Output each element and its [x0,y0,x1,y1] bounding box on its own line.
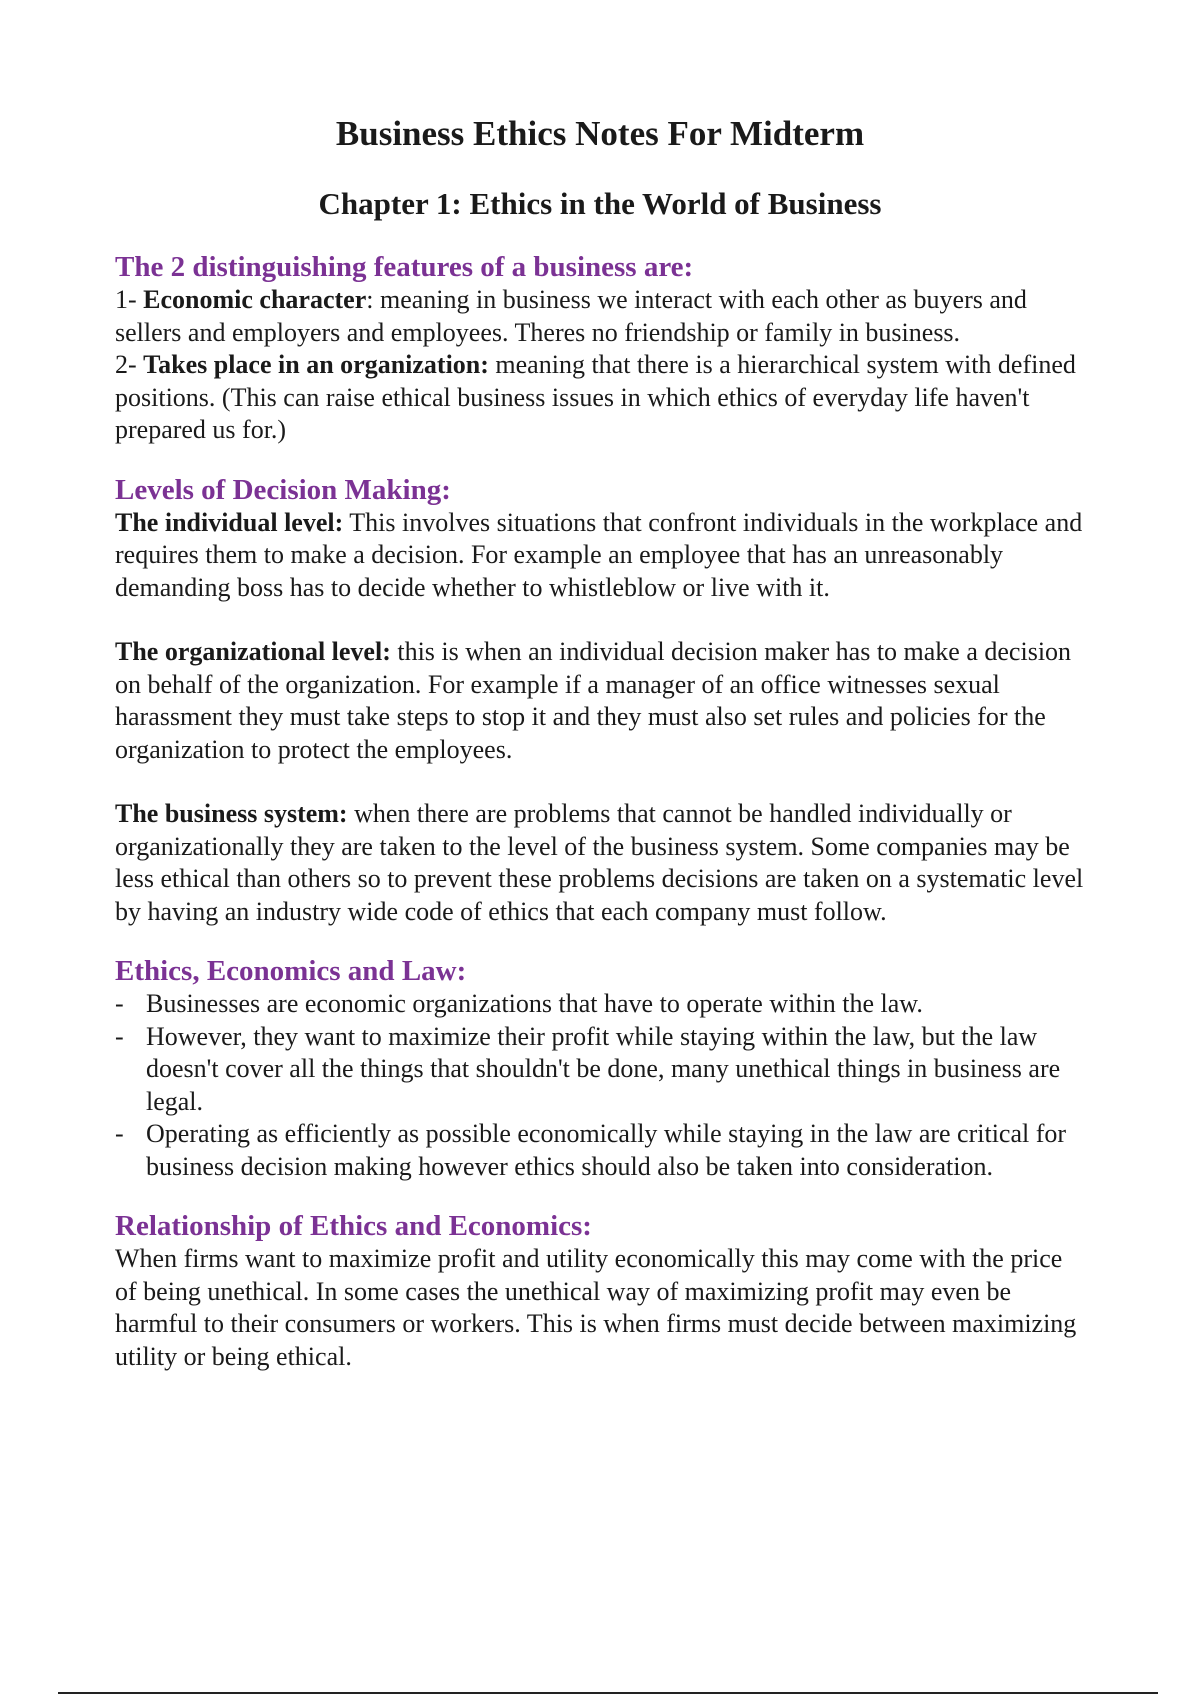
list-item [115,1021,1090,1119]
law-bullet-2: However, they want to maximize their profit while staying within the law, but the law doesn't cover all the things that shouldn't be done, many unethical things in business are legal. [146,1021,1061,1116]
feature-item-2 [115,349,1090,447]
list-item [115,988,1090,1021]
level-system [115,798,1090,928]
level-system-term: The business system: [115,799,348,828]
feature-item-2-prefix: 2- [115,350,144,379]
section-levels [115,473,1090,929]
law-bullet-1: Businesses are economic organizations that have to operate within the law. [146,989,923,1018]
level-individual-text: This involves situations that confront individuals in the workplace and requires them to make a decision. For example an employee that has an unreasonably demanding boss has to decide whether to whistleblow or live with it. [115,507,1083,602]
document-body [115,250,1090,1373]
chapter-title: Chapter 1: Ethics in the World of Business [318,186,882,221]
law-bullet-3: Operating as efficiently as possible economically while staying in the law are critical for business decision making however ethics should also be taken into consideration. [146,1119,1067,1181]
section-relationship [115,1209,1090,1373]
section-heading-levels: Levels of Decision Making: [115,473,451,506]
section-heading-law: Ethics, Economics and Law: [115,955,467,987]
feature-item-1-term: Economic character [143,285,367,314]
document-title: Business Ethics Notes For Midterm [335,114,865,153]
level-organizational-term: The organizational level: [115,637,391,666]
feature-item-1-text: : meaning in business we interact with each other as buyers and sellers and employers and employees. Theres no friendship or family in business. [115,285,1027,347]
feature-item-1 [115,284,1090,349]
section-heading-relationship: Relationship of Ethics and Economics: [115,1210,592,1242]
law-bullet-list [115,988,1090,1183]
feature-item-1-prefix: 1- [115,285,144,314]
section-law [115,954,1090,1183]
level-individual [115,507,1090,605]
level-organizational-text: this is when an individual decision maker has to make a decision on behalf of the organization. For example if a manager of an office witnesses sexual harassment they must take steps to stop it and they must also set rules and policies for the organization to protect the employees. [115,637,1072,764]
level-individual-term: The individual level: [115,507,344,537]
level-organizational [115,636,1090,766]
feature-item-2-text: meaning that there is a hierarchical system with defined positions. (This can raise ethical business issues in which ethics of everyday life haven't prepared us for.) [115,350,1076,444]
level-system-text: when there are problems that cannot be handled individually or organizationally they are taken to the level of the business system. Some companies may be less ethical than others so to prevent these problems decisions are taken on a systematic level by having an industry wide code of ethics that each company must follow. [115,799,1084,926]
bullet-marker: - [115,989,124,1018]
section-heading-features: The 2 distinguishing features of a business are: [115,251,694,283]
list-item [115,1118,1090,1183]
relationship-text: When firms want to maximize profit and utility economically this may come with the price of being unethical. In some cases the unethical way of maximizing profit may even be harmful to their consumers or workers. This is when firms must decide between maximizing utility or being ethical. [115,1244,1077,1371]
section-features [115,250,1090,447]
bullet-marker: - [115,1119,124,1148]
bullet-marker: - [115,1021,124,1051]
feature-item-2-term: Takes place in an organization: [143,350,489,379]
footer-divider [58,1692,1158,1694]
